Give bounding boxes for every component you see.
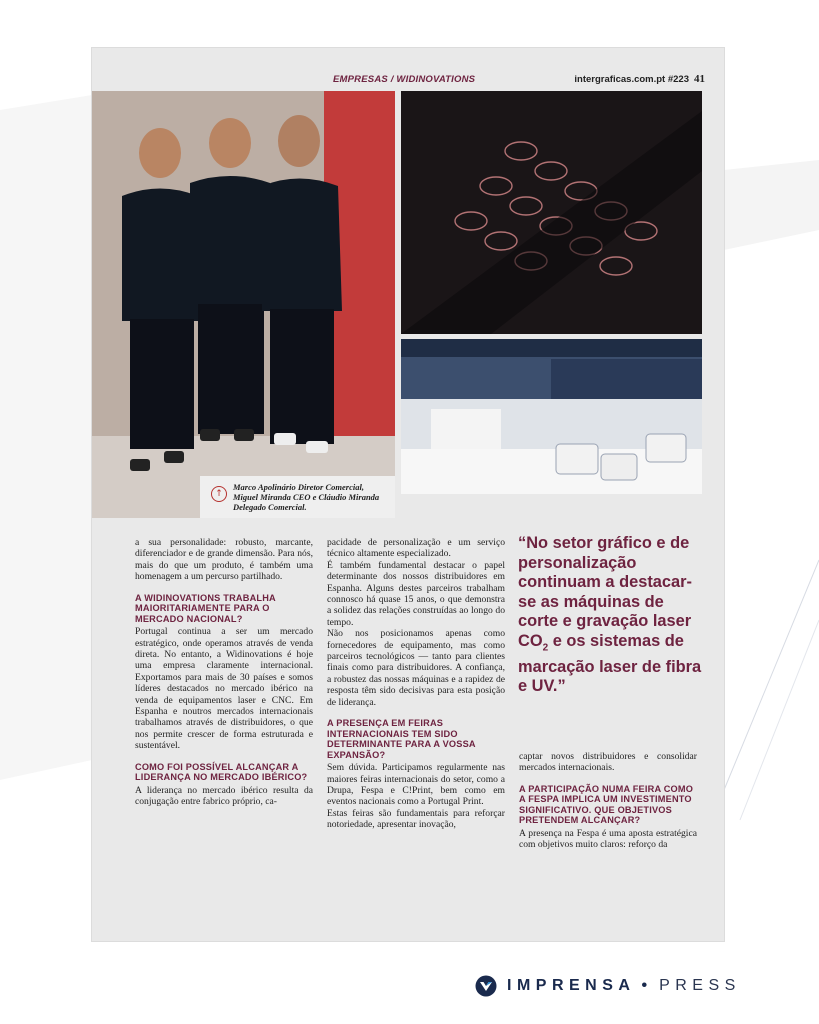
column2-heading: A PRESENÇA EM FEIRAS INTERNACIONAIS TEM SIDO DETERMINANTE PARA A VOSSA EXPANSÃO?: [327, 718, 476, 760]
column2-paragraph-5: Estas feiras são fundamentais para reforçar notoriedade, apresentar inovação,: [327, 807, 505, 831]
quote-text-start: “No setor gráfico e de personalização continuam a destacar-se as máquinas de corte e gravação laser CO: [518, 534, 692, 650]
page-header-right: [574, 73, 705, 85]
arrow-up-circle-icon: ↑: [211, 486, 227, 502]
column3-paragraph-2: A presença na Fespa é uma aposta estratégica com objetivos muito claros: reforço da: [519, 827, 697, 851]
column3-paragraph-1: captar novos distribuidores e consolidar mercados internacionais.: [519, 751, 697, 774]
column2-paragraph-1: pacidade de personalização e um serviço técnico altamente especializado.: [327, 537, 505, 560]
photo-three-men: [92, 91, 395, 518]
footer-brand: IMPRENSA: [507, 977, 636, 994]
quote-text-end: e os sistemas de marcação laser de fibra e UV.”: [518, 631, 702, 696]
column1-intro: a sua personalidade: robusto, marcante, diferenciador e de grande dimensão. Para nós, mais do que um produto, é também uma homenagem a um percurso partilhado.: [135, 537, 313, 583]
imprensa-logo-icon: [475, 975, 497, 997]
caption-text: Marco Apolinário Diretor Comercial, Miguel Miranda CEO e Cláudio Miranda Delegado Comercial.: [233, 482, 380, 512]
article-column-1: [135, 537, 313, 807]
imprensa-press-footer: [475, 975, 741, 997]
site-label: intergraficas.com.pt #223: [574, 74, 689, 85]
section-header: EMPRESAS / WIDINOVATIONS: [333, 74, 476, 85]
article-column-3: [519, 751, 697, 851]
page-number: 41: [694, 73, 705, 85]
column2-paragraph-2: É também fundamental destacar o papel determinante dos nossos distribuidores em Espanha. Alguns destes parceiros trabalham connosco há quase 15 anos, o que demonstra a solidez das relações construídas ao longo do tempo.: [327, 559, 505, 628]
footer-separator: •: [641, 977, 648, 994]
pull-quote: [518, 534, 704, 697]
column1-heading-1: A WIDINOVATIONS TRABALHA MAIORITARIAMENTE PARA O MERCADO NACIONAL?: [135, 592, 276, 624]
magazine-page: [92, 48, 724, 941]
column1-heading-2: COMO FOI POSSÍVEL ALCANÇAR A LIDERANÇA NO MERCADO IBÉRICO?: [135, 761, 308, 783]
photo-trade-fair-booth: [401, 339, 702, 494]
photo-laser-glass-products: [401, 91, 702, 334]
column1-paragraph-1: Portugal continua a ser um mercado estratégico, onde operamos através de venda direta. No entanto, a Widinovations é hoje uma empresa claramente internacional. Exportamos para mais de 30 países e somos líderes destacados no mercado ibérico na venda de equipamentos laser e CNC. Em Espanha e noutros mercados internacionais trabalhamos através de distribuidores, o que nos permite crescer de forma estruturada e sustentável.: [135, 626, 313, 752]
photo-caption: [200, 476, 395, 518]
footer-press: PRESS: [659, 977, 741, 994]
column1-paragraph-2: A liderança no mercado ibérico resulta da conjugação entre fabrico próprio, ca-: [135, 784, 313, 807]
column2-paragraph-4: Sem dúvida. Participamos regularmente nas maiores feiras internacionais do setor, como a Drupa, Fespa e C!Print, bem como em eventos nacionais como a Portugal Print.: [327, 762, 505, 808]
column2-paragraph-3: Não nos posicionamos apenas como fornecedores de equipamento, mas como parceiros tecnológicos — tanto para clientes finais como para distribuidores. A confiança, a robustez das nossas máquinas e a rapidez de resposta têm sido decisivas para esta posição de liderança.: [327, 628, 505, 708]
quote-subscript: 2: [542, 642, 549, 654]
article-column-2: [327, 537, 505, 831]
column3-heading: A PARTICIPAÇÃO NUMA FEIRA COMO A FESPA IMPLICA UM INVESTIMENTO SIGNIFICATIVO. QUE OBJETIVOS PRETENDEM ALCANÇAR?: [519, 783, 694, 826]
